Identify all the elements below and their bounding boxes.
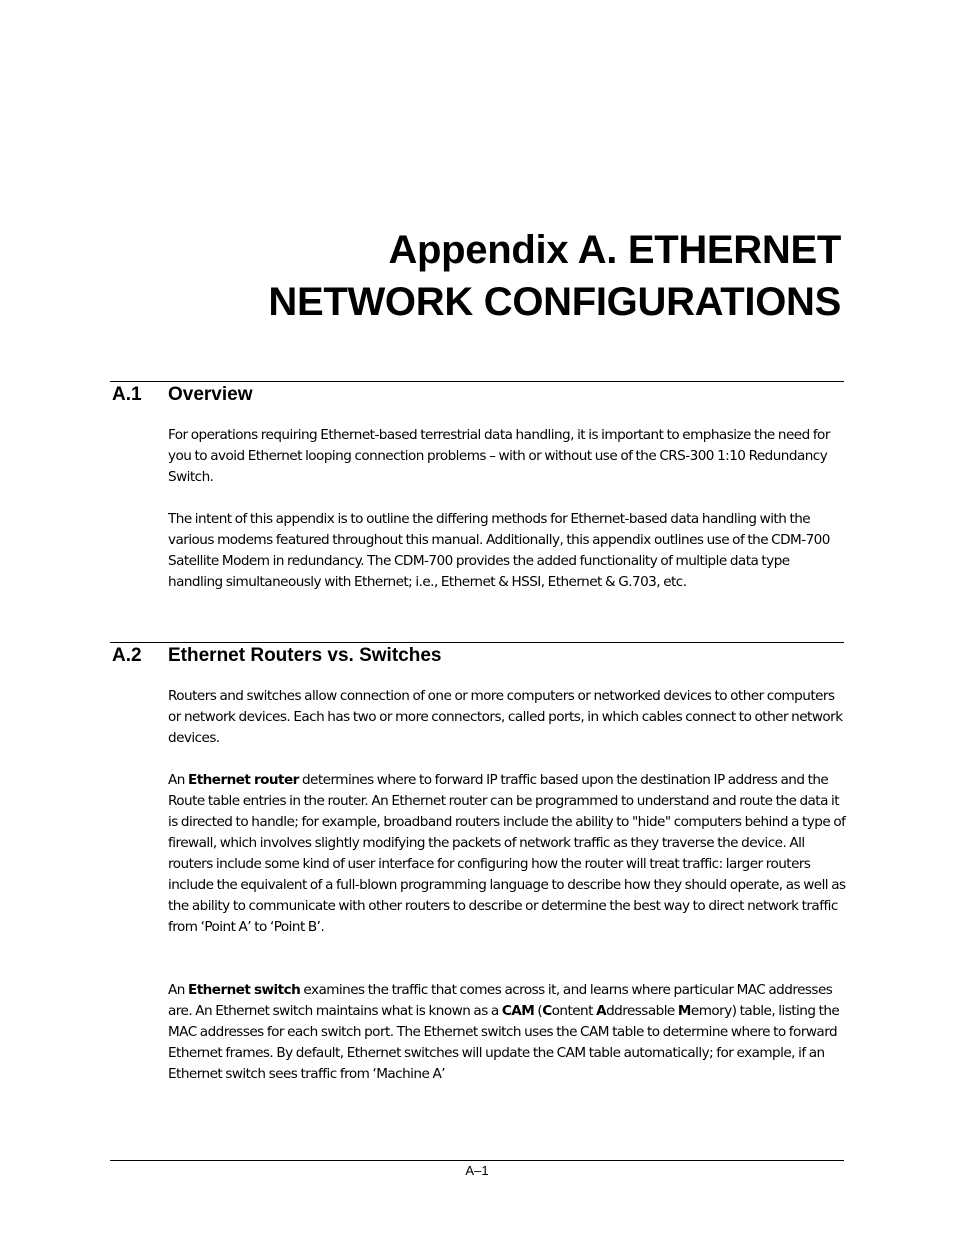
- section-heading-a2: [112, 645, 441, 667]
- page-title-line-2: NETWORK CONFIGURATIONS: [268, 280, 841, 324]
- paragraph: For operations requiring Ethernet-based terrestrial data handling, it is important to emphasize the need for you to avoid Ethernet looping connection problems – with or without use of the CRS-300 1:10 Redundancy Switch.: [168, 427, 830, 485]
- page-title: [141, 224, 841, 328]
- page-title-line-1: Appendix A. ETHERNET: [388, 228, 841, 272]
- term-ethernet-router: Ethernet router: [188, 772, 299, 788]
- paragraph: Routers and switches allow connection of one or more computers or networked devices to other computers or network devices. Each has two or more connectors, called ports, in which cables connect to other network devices.: [168, 688, 843, 746]
- section-divider: [110, 642, 844, 643]
- page-number: A–1: [465, 1163, 489, 1178]
- section-divider: [110, 381, 844, 382]
- term-cam: CAM: [501, 1003, 535, 1019]
- footer-divider: [110, 1160, 844, 1161]
- section-number: A.2: [112, 645, 142, 666]
- section-title: Overview: [168, 384, 253, 405]
- term-ethernet-switch: Ethernet switch: [188, 982, 301, 998]
- section-title: Ethernet Routers vs. Switches: [168, 645, 442, 666]
- section-heading-a1: [112, 384, 253, 406]
- paragraph-ethernet-router: An Ethernet router determines where to forward IP traffic based upon the destination IP address and the Route table entries in the router. An Ethernet router can be programmed to understand and route the data it is directed to handle; for example, broadband routers include the ability to "hide" computers behind a type of firewall, which involves slightly modifying the packets of network traffic as they traverse the device. All routers include some kind of user interface for configuring how the router will treat traffic: larger routers include the equivalent of a full-blown programming language to describe how they should operate, as well as the ability to communicate with other routers to describe or determine the best way to direct network traffic from ‘Point A’ to ‘Point B’.: [168, 772, 846, 935]
- paragraph: The intent of this appendix is to outline the differing methods for Ethernet-based data handling with the various modems featured throughout this manual. Additionally, this appendix outlines use of the CDM-700 Satellite Modem in redundancy. The CDM-700 provides the added functionality of multiple data type handling simultaneously with Ethernet; i.e., Ethernet & HSSI, Ethernet & G.703, etc.: [168, 511, 830, 590]
- section-number: A.1: [112, 384, 142, 405]
- paragraph-ethernet-switch: An Ethernet switch examines the traffic that comes across it, and learns where particular MAC addresses are. An Ethernet switch maintains what is known as a CAM (Content Addressable Memory) table, listing the MAC addresses for each switch port. The Ethernet switch uses the CAM table to determine where to forward Ethernet frames. By default, Ethernet switches will update the CAM table automatically; for example, if an Ethernet switch sees traffic from ‘Machine A’: [168, 982, 840, 1082]
